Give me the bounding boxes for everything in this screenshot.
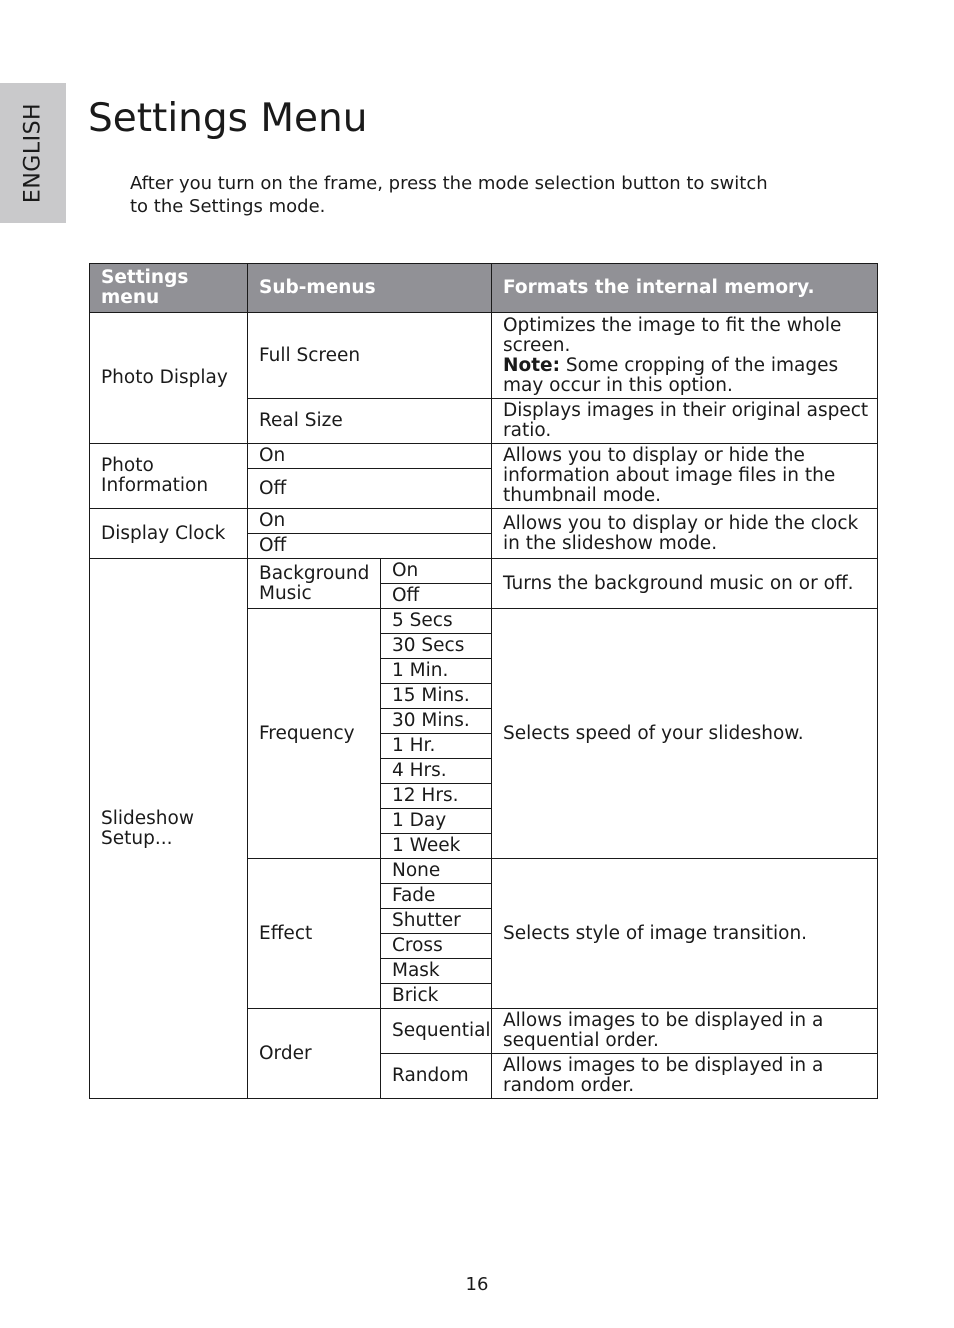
option-clock-on: On xyxy=(248,509,492,534)
option-photo-info-on: On xyxy=(248,444,492,469)
submenu-order: Order xyxy=(248,1009,381,1099)
option-order-random: Random xyxy=(381,1054,492,1099)
option-frequency: 12 Hrs. xyxy=(381,784,492,809)
submenu-effect: Effect xyxy=(248,859,381,1009)
table-row xyxy=(90,444,878,469)
page-title: Settings Menu xyxy=(88,96,368,141)
option-effect: None xyxy=(381,859,492,884)
option-photo-info-off: Off xyxy=(248,469,492,509)
note-label: Note: xyxy=(503,354,560,376)
option-frequency: 30 Mins. xyxy=(381,709,492,734)
option-frequency: 4 Hrs. xyxy=(381,759,492,784)
option-frequency: 30 Secs xyxy=(381,634,492,659)
option-frequency: 15 Mins. xyxy=(381,684,492,709)
header-description: Formats the internal memory. xyxy=(492,264,878,313)
option-frequency: 1 Day xyxy=(381,809,492,834)
desc-full-screen-text: Optimizes the image to fit the whole screen. xyxy=(503,314,842,356)
submenu-background-music: Background Music xyxy=(248,559,381,609)
menu-slideshow-setup: Slideshow Setup... xyxy=(90,559,248,1099)
intro-text: After you turn on the frame, press the mode selection button to switch to the Settings mode. xyxy=(130,173,768,217)
settings-table xyxy=(89,263,878,1099)
option-clock-off: Off xyxy=(248,534,492,559)
menu-display-clock: Display Clock xyxy=(90,509,248,559)
language-side-tab xyxy=(0,83,66,223)
table-header-row xyxy=(90,264,878,313)
menu-photo-information: Photo Information xyxy=(90,444,248,509)
language-label: ENGLISH xyxy=(20,102,46,204)
header-settings-menu: Settings menu xyxy=(90,264,248,313)
desc-background-music: Turns the background music on or off. xyxy=(492,559,878,609)
option-effect: Brick xyxy=(381,984,492,1009)
header-sub-menus: Sub-menus xyxy=(248,264,492,313)
option-frequency: 1 Week xyxy=(381,834,492,859)
desc-display-clock: Allows you to display or hide the clock in the slideshow mode. xyxy=(492,509,878,559)
submenu-frequency: Frequency xyxy=(248,609,381,859)
option-music-on: On xyxy=(381,559,492,584)
option-frequency: 1 Min. xyxy=(381,659,492,684)
desc-full-screen xyxy=(492,313,878,399)
option-effect: Shutter xyxy=(381,909,492,934)
option-effect: Mask xyxy=(381,959,492,984)
table-row xyxy=(90,313,878,399)
table-row xyxy=(90,559,878,584)
desc-real-size: Displays images in their original aspect ratio. xyxy=(492,399,878,444)
option-effect: Fade xyxy=(381,884,492,909)
note-text: Some cropping of the images may occur in this option. xyxy=(503,354,839,396)
submenu-real-size: Real Size xyxy=(248,399,492,444)
desc-frequency: Selects speed of your slideshow. xyxy=(492,609,878,859)
option-music-off: Off xyxy=(381,584,492,609)
option-frequency: 5 Secs xyxy=(381,609,492,634)
table-row xyxy=(90,509,878,534)
option-order-sequential: Sequential xyxy=(381,1009,492,1054)
menu-photo-display: Photo Display xyxy=(90,313,248,444)
desc-order-sequential: Allows images to be displayed in a sequential order. xyxy=(492,1009,878,1054)
desc-effect: Selects style of image transition. xyxy=(492,859,878,1009)
desc-photo-information: Allows you to display or hide the information about image files in the thumbnail mode. xyxy=(492,444,878,509)
option-effect: Cross xyxy=(381,934,492,959)
option-frequency: 1 Hr. xyxy=(381,734,492,759)
desc-order-random: Allows images to be displayed in a random order. xyxy=(492,1054,878,1099)
page-number: 16 xyxy=(465,1274,489,1295)
submenu-full-screen: Full Screen xyxy=(248,313,492,399)
